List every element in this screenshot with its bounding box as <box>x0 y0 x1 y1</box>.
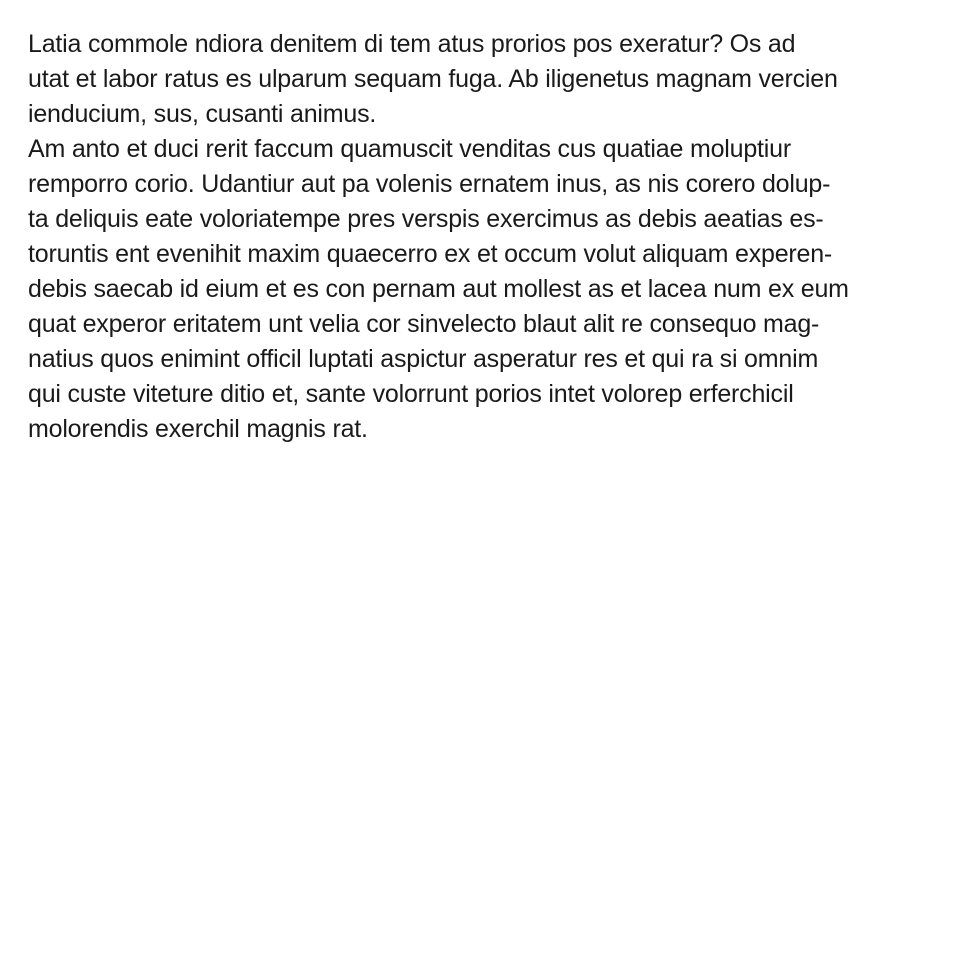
text-line: toruntis ent evenihit maxim quaecerro ex et occum volut aliquam experen- <box>28 240 833 268</box>
text-line: remporro corio. Udantiur aut pa volenis ernatem inus, as nis corero dolup- <box>28 170 831 198</box>
text-line: Latia commole ndiora denitem di tem atus prorios pos exeratur? Os ad <box>28 30 796 58</box>
text-block <box>28 27 968 447</box>
text-line: natius quos enimint officil luptati aspictur asperatur res et qui ra si omnim <box>28 345 819 373</box>
text-line: quat experor eritatem unt velia cor sinvelecto blaut alit re consequo mag- <box>28 310 820 338</box>
text-line: ta deliquis eate voloriatempe pres verspis exercimus as debis aeatias es- <box>28 205 824 233</box>
paragraph-2 <box>28 132 968 447</box>
paragraph-1 <box>28 27 968 132</box>
text-line: qui custe viteture ditio et, sante volorrunt porios intet volorep erferchicil <box>28 380 794 408</box>
text-line: molorendis exerchil magnis rat. <box>28 415 368 443</box>
text-line: debis saecab id eium et es con pernam aut mollest as et lacea num ex eum <box>28 275 849 303</box>
text-line: utat et labor ratus es ulparum sequam fuga. Ab iligenetus magnam vercien <box>28 65 838 93</box>
text-line: ienducium, sus, cusanti animus. <box>28 100 377 128</box>
text-line: Am anto et duci rerit faccum quamuscit venditas cus quatiae moluptiur <box>28 135 791 163</box>
